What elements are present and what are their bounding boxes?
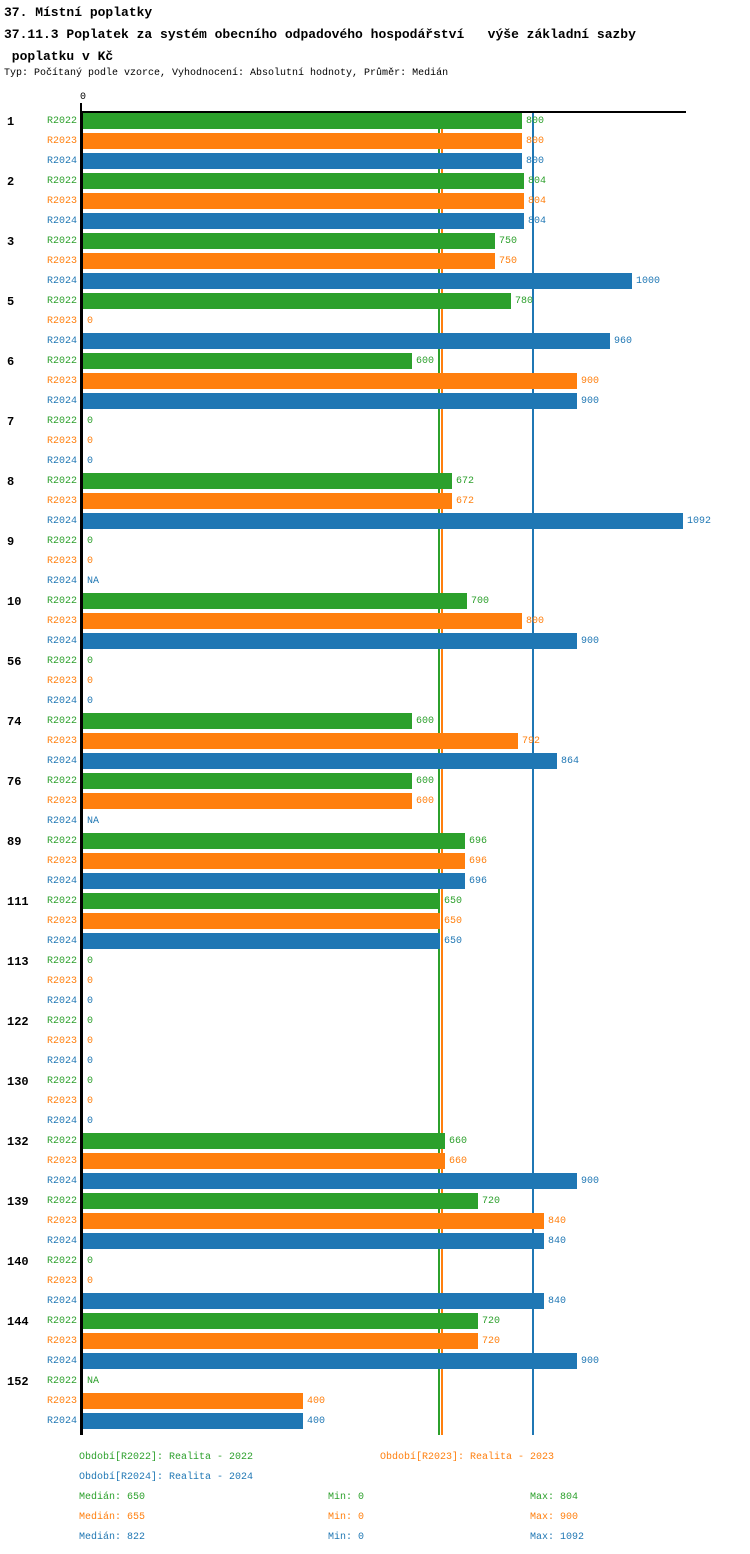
bar-r2022-group-2: [83, 173, 524, 189]
series-label-r2023-group-113: R2023: [46, 976, 77, 987]
value-label-r2024-group-111: 650: [444, 936, 463, 947]
value-label-r2023-group-130: 0: [87, 1096, 94, 1107]
stat-min-r2023: Min: 0: [328, 1512, 365, 1523]
series-label-r2022-group-56: R2022: [46, 656, 77, 667]
series-label-r2024-group-144: R2024: [46, 1356, 77, 1367]
bar-r2024-group-3: [83, 273, 632, 289]
bar-r2022-group-89: [83, 833, 465, 849]
series-label-r2023-group-3: R2023: [46, 256, 77, 267]
value-label-r2023-group-122: 0: [87, 1036, 94, 1047]
series-label-r2023-group-76: R2023: [46, 796, 77, 807]
series-label-r2022-group-76: R2022: [46, 776, 77, 787]
bar-r2023-group-10: [83, 613, 522, 629]
bar-r2024-group-2: [83, 213, 524, 229]
group-label-56: 56: [7, 655, 22, 669]
value-label-r2024-group-122: 0: [87, 1056, 94, 1067]
bar-r2023-group-8: [83, 493, 452, 509]
series-label-r2023-group-122: R2023: [46, 1036, 77, 1047]
series-label-r2022-group-3: R2022: [46, 236, 77, 247]
series-label-r2023-group-139: R2023: [46, 1216, 77, 1227]
value-label-r2022-group-140: 0: [87, 1256, 94, 1267]
group-label-122: 122: [7, 1015, 29, 1029]
bar-r2024-group-6: [83, 393, 577, 409]
bar-r2024-group-152: [83, 1413, 303, 1429]
group-label-140: 140: [7, 1255, 29, 1269]
series-label-r2022-group-74: R2022: [46, 716, 77, 727]
value-label-r2022-group-74: 600: [416, 716, 435, 727]
series-label-r2022-group-139: R2022: [46, 1196, 77, 1207]
series-label-r2024-group-152: R2024: [46, 1416, 77, 1427]
bar-r2022-group-8: [83, 473, 452, 489]
series-label-r2024-group-1: R2024: [46, 156, 77, 167]
value-label-r2023-group-5: 0: [87, 316, 94, 327]
series-label-r2022-group-152: R2022: [46, 1376, 77, 1387]
series-label-r2024-group-3: R2024: [46, 276, 77, 287]
value-label-r2023-group-8: 672: [456, 496, 475, 507]
stat-median-r2024: Medián: 822: [79, 1532, 146, 1543]
series-label-r2023-group-132: R2023: [46, 1156, 77, 1167]
value-label-r2024-group-152: 400: [307, 1416, 326, 1427]
x-axis-line: [80, 111, 686, 113]
bar-r2023-group-6: [83, 373, 577, 389]
series-label-r2024-group-113: R2024: [46, 996, 77, 1007]
value-label-r2023-group-1: 800: [526, 136, 545, 147]
group-label-132: 132: [7, 1135, 29, 1149]
value-label-r2022-group-3: 750: [499, 236, 518, 247]
bar-r2023-group-152: [83, 1393, 303, 1409]
y-axis-line: [80, 111, 83, 1435]
series-label-r2022-group-113: R2022: [46, 956, 77, 967]
bar-r2022-group-5: [83, 293, 511, 309]
series-label-r2023-group-144: R2023: [46, 1336, 77, 1347]
chart-meta: Typ: Počítaný podle vzorce, Vyhodnocení: Absolutní hodnoty, Průměr: Medián: [4, 68, 449, 79]
chart-title-line1: 37.11.3 Poplatek za systém obecního odpadového hospodářství výše základní sazby: [4, 27, 636, 42]
value-label-r2022-group-152: NA: [87, 1376, 100, 1387]
series-label-r2023-group-1: R2023: [46, 136, 77, 147]
bar-r2022-group-111: [83, 893, 440, 909]
x-axis-origin-tick-label: 0: [79, 92, 86, 103]
value-label-r2024-group-3: 1000: [636, 276, 661, 287]
bar-r2023-group-139: [83, 1213, 544, 1229]
value-label-r2023-group-111: 650: [444, 916, 463, 927]
series-label-r2024-group-132: R2024: [46, 1176, 77, 1187]
value-label-r2023-group-74: 792: [522, 736, 541, 747]
value-label-r2022-group-76: 600: [416, 776, 435, 787]
series-label-r2023-group-7: R2023: [46, 436, 77, 447]
bar-r2023-group-132: [83, 1153, 445, 1169]
bar-r2022-group-139: [83, 1193, 478, 1209]
group-label-1: 1: [7, 115, 15, 129]
group-label-139: 139: [7, 1195, 29, 1209]
bar-r2022-group-3: [83, 233, 495, 249]
value-label-r2024-group-9: NA: [87, 576, 100, 587]
group-label-74: 74: [7, 715, 22, 729]
bar-r2023-group-1: [83, 133, 522, 149]
series-label-r2023-group-152: R2023: [46, 1396, 77, 1407]
chart-title-line2: poplatku v Kč: [4, 49, 114, 64]
value-label-r2024-group-6: 900: [581, 396, 600, 407]
bar-r2024-group-1: [83, 153, 522, 169]
value-label-r2024-group-8: 1092: [687, 516, 712, 527]
series-label-r2023-group-130: R2023: [46, 1096, 77, 1107]
series-label-r2022-group-111: R2022: [46, 896, 77, 907]
series-label-r2022-group-1: R2022: [46, 116, 77, 127]
series-label-r2022-group-9: R2022: [46, 536, 77, 547]
value-label-r2023-group-76: 600: [416, 796, 435, 807]
series-label-r2023-group-140: R2023: [46, 1276, 77, 1287]
bar-r2024-group-111: [83, 933, 440, 949]
legend-item-r2023: Období[R2023]: Realita - 2023: [380, 1452, 555, 1463]
value-label-r2022-group-2: 804: [528, 176, 547, 187]
value-label-r2022-group-144: 720: [482, 1316, 501, 1327]
series-label-r2024-group-89: R2024: [46, 876, 77, 887]
group-label-89: 89: [7, 835, 22, 849]
value-label-r2024-group-132: 900: [581, 1176, 600, 1187]
value-label-r2022-group-10: 700: [471, 596, 490, 607]
bar-r2024-group-8: [83, 513, 683, 529]
bar-r2023-group-111: [83, 913, 440, 929]
bar-r2023-group-89: [83, 853, 465, 869]
group-label-9: 9: [7, 535, 15, 549]
bar-r2024-group-10: [83, 633, 577, 649]
series-label-r2024-group-56: R2024: [46, 696, 77, 707]
value-label-r2024-group-10: 900: [581, 636, 600, 647]
series-label-r2022-group-8: R2022: [46, 476, 77, 487]
bar-r2023-group-76: [83, 793, 412, 809]
series-label-r2022-group-140: R2022: [46, 1256, 77, 1267]
series-label-r2024-group-8: R2024: [46, 516, 77, 527]
stat-max-r2024: Max: 1092: [530, 1532, 585, 1543]
value-label-r2023-group-10: 800: [526, 616, 545, 627]
value-label-r2022-group-111: 650: [444, 896, 463, 907]
value-label-r2023-group-2: 804: [528, 196, 547, 207]
group-label-76: 76: [7, 775, 22, 789]
group-label-7: 7: [7, 415, 15, 429]
group-label-5: 5: [7, 295, 15, 309]
value-label-r2024-group-74: 864: [561, 756, 580, 767]
series-label-r2024-group-140: R2024: [46, 1296, 77, 1307]
value-label-r2022-group-7: 0: [87, 416, 94, 427]
legend-item-r2024: Období[R2024]: Realita - 2024: [79, 1472, 254, 1483]
series-label-r2023-group-56: R2023: [46, 676, 77, 687]
value-label-r2022-group-9: 0: [87, 536, 94, 547]
value-label-r2022-group-5: 780: [515, 296, 534, 307]
series-label-r2023-group-8: R2023: [46, 496, 77, 507]
value-label-r2024-group-89: 696: [469, 876, 488, 887]
group-label-152: 152: [7, 1375, 29, 1389]
group-label-3: 3: [7, 235, 15, 249]
value-label-r2022-group-1: 800: [526, 116, 545, 127]
series-label-r2023-group-2: R2023: [46, 196, 77, 207]
series-label-r2024-group-2: R2024: [46, 216, 77, 227]
group-label-2: 2: [7, 175, 15, 189]
stat-max-r2022: Max: 804: [530, 1492, 579, 1503]
series-label-r2024-group-6: R2024: [46, 396, 77, 407]
series-label-r2022-group-89: R2022: [46, 836, 77, 847]
value-label-r2023-group-139: 840: [548, 1216, 567, 1227]
series-label-r2024-group-139: R2024: [46, 1236, 77, 1247]
series-label-r2024-group-130: R2024: [46, 1116, 77, 1127]
bar-r2023-group-2: [83, 193, 524, 209]
bar-r2024-group-89: [83, 873, 465, 889]
value-label-r2022-group-89: 696: [469, 836, 488, 847]
group-label-6: 6: [7, 355, 15, 369]
bar-r2023-group-3: [83, 253, 495, 269]
value-label-r2023-group-3: 750: [499, 256, 518, 267]
value-label-r2024-group-139: 840: [548, 1236, 567, 1247]
series-label-r2022-group-132: R2022: [46, 1136, 77, 1147]
series-label-r2022-group-144: R2022: [46, 1316, 77, 1327]
series-label-r2024-group-7: R2024: [46, 456, 77, 467]
series-label-r2022-group-5: R2022: [46, 296, 77, 307]
series-label-r2022-group-7: R2022: [46, 416, 77, 427]
series-label-r2023-group-5: R2023: [46, 316, 77, 327]
bar-r2024-group-140: [83, 1293, 544, 1309]
value-label-r2023-group-9: 0: [87, 556, 94, 567]
value-label-r2023-group-132: 660: [449, 1156, 468, 1167]
group-label-111: 111: [7, 895, 29, 909]
bar-r2024-group-132: [83, 1173, 577, 1189]
value-label-r2024-group-7: 0: [87, 456, 94, 467]
bar-r2023-group-74: [83, 733, 518, 749]
bar-r2022-group-10: [83, 593, 467, 609]
series-label-r2023-group-6: R2023: [46, 376, 77, 387]
series-label-r2024-group-10: R2024: [46, 636, 77, 647]
series-label-r2023-group-74: R2023: [46, 736, 77, 747]
stat-median-r2023: Medián: 655: [79, 1512, 146, 1523]
series-label-r2022-group-6: R2022: [46, 356, 77, 367]
page-title: 37. Místní poplatky: [4, 5, 153, 20]
series-label-r2024-group-9: R2024: [46, 576, 77, 587]
value-label-r2023-group-113: 0: [87, 976, 94, 987]
series-label-r2024-group-122: R2024: [46, 1056, 77, 1067]
value-label-r2024-group-144: 900: [581, 1356, 600, 1367]
bar-r2022-group-132: [83, 1133, 445, 1149]
value-label-r2024-group-76: NA: [87, 816, 100, 827]
stat-max-r2023: Max: 900: [530, 1512, 579, 1523]
bar-r2022-group-76: [83, 773, 412, 789]
value-label-r2024-group-5: 960: [614, 336, 633, 347]
series-label-r2023-group-111: R2023: [46, 916, 77, 927]
series-label-r2022-group-10: R2022: [46, 596, 77, 607]
value-label-r2022-group-122: 0: [87, 1016, 94, 1027]
stat-min-r2022: Min: 0: [328, 1492, 365, 1503]
series-label-r2023-group-9: R2023: [46, 556, 77, 567]
value-label-r2023-group-6: 900: [581, 376, 600, 387]
value-label-r2023-group-140: 0: [87, 1276, 94, 1287]
value-label-r2024-group-2: 804: [528, 216, 547, 227]
series-label-r2024-group-5: R2024: [46, 336, 77, 347]
value-label-r2023-group-7: 0: [87, 436, 94, 447]
group-label-8: 8: [7, 475, 15, 489]
series-label-r2024-group-76: R2024: [46, 816, 77, 827]
bar-r2024-group-144: [83, 1353, 577, 1369]
value-label-r2024-group-130: 0: [87, 1116, 94, 1127]
group-label-144: 144: [7, 1315, 29, 1329]
value-label-r2024-group-113: 0: [87, 996, 94, 1007]
series-label-r2024-group-111: R2024: [46, 936, 77, 947]
series-label-r2022-group-130: R2022: [46, 1076, 77, 1087]
bar-r2022-group-6: [83, 353, 412, 369]
x-axis-tick: [80, 103, 82, 111]
value-label-r2024-group-1: 800: [526, 156, 545, 167]
bar-r2024-group-74: [83, 753, 557, 769]
value-label-r2023-group-89: 696: [469, 856, 488, 867]
group-label-130: 130: [7, 1075, 29, 1089]
series-label-r2023-group-10: R2023: [46, 616, 77, 627]
value-label-r2023-group-56: 0: [87, 676, 94, 687]
value-label-r2022-group-113: 0: [87, 956, 94, 967]
group-label-113: 113: [7, 955, 29, 969]
series-label-r2022-group-122: R2022: [46, 1016, 77, 1027]
value-label-r2023-group-144: 720: [482, 1336, 501, 1347]
bar-r2023-group-144: [83, 1333, 478, 1349]
value-label-r2022-group-130: 0: [87, 1076, 94, 1087]
value-label-r2022-group-6: 600: [416, 356, 435, 367]
value-label-r2023-group-152: 400: [307, 1396, 326, 1407]
bar-r2022-group-1: [83, 113, 522, 129]
series-label-r2024-group-74: R2024: [46, 756, 77, 767]
series-label-r2022-group-2: R2022: [46, 176, 77, 187]
value-label-r2024-group-140: 840: [548, 1296, 567, 1307]
legend-item-r2022: Období[R2022]: Realita - 2022: [79, 1452, 254, 1463]
bar-r2022-group-74: [83, 713, 412, 729]
group-label-10: 10: [7, 595, 22, 609]
value-label-r2022-group-132: 660: [449, 1136, 468, 1147]
value-label-r2024-group-56: 0: [87, 696, 94, 707]
bar-r2024-group-139: [83, 1233, 544, 1249]
value-label-r2022-group-8: 672: [456, 476, 475, 487]
value-label-r2022-group-56: 0: [87, 656, 94, 667]
stat-min-r2024: Min: 0: [328, 1532, 365, 1543]
stat-median-r2022: Medián: 650: [79, 1492, 146, 1503]
bar-r2024-group-5: [83, 333, 610, 349]
series-label-r2023-group-89: R2023: [46, 856, 77, 867]
value-label-r2022-group-139: 720: [482, 1196, 501, 1207]
bar-r2022-group-144: [83, 1313, 478, 1329]
